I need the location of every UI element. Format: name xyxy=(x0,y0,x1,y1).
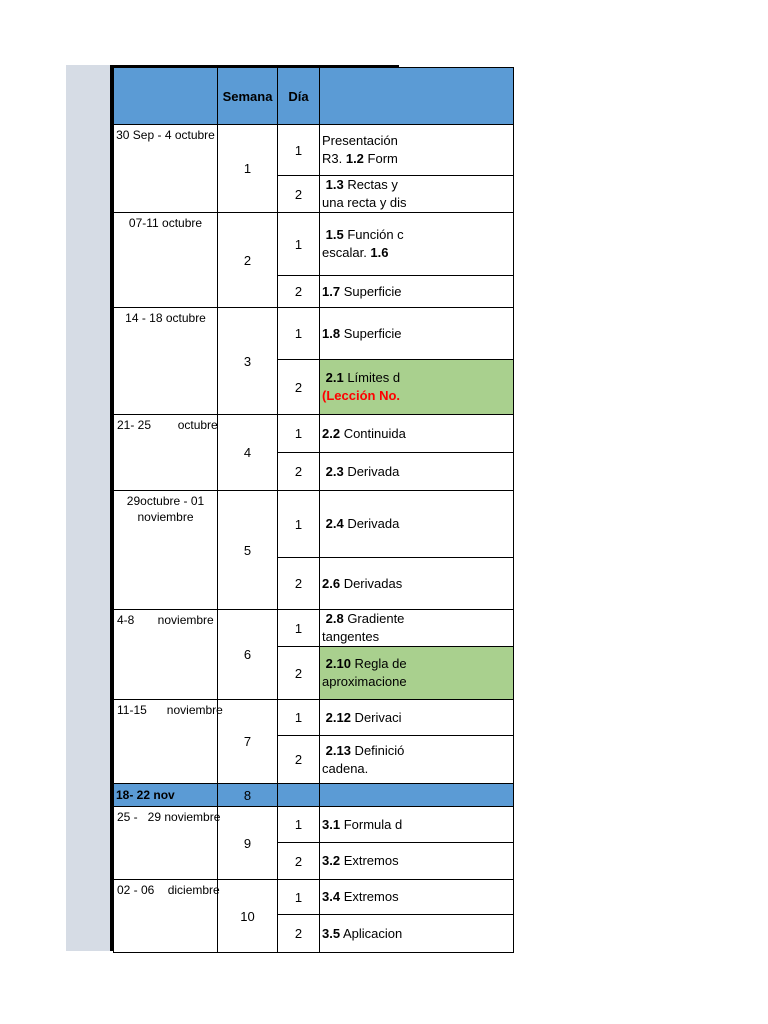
topic-text: Definició xyxy=(350,742,405,758)
topic-text: Derivada xyxy=(343,516,400,531)
topic-text: Regla de xyxy=(350,656,407,671)
table-row xyxy=(114,491,514,558)
table-row xyxy=(114,700,514,736)
dia-cell[interactable]: 2 xyxy=(278,276,320,308)
dia-cell[interactable]: 1 xyxy=(278,415,320,453)
schedule-table xyxy=(113,67,514,953)
topic-text: Aplicacion xyxy=(340,925,403,941)
dia-cell[interactable]: 2 xyxy=(278,736,320,784)
semana-cell[interactable]: 5 xyxy=(218,491,278,610)
topic-text: Rectas y xyxy=(343,177,398,192)
table-row xyxy=(114,213,514,276)
topic-cell[interactable] xyxy=(320,736,514,784)
topic-cell-highlighted[interactable] xyxy=(320,647,514,700)
semana-cell[interactable]: 1 xyxy=(218,125,278,213)
break-dia-cell[interactable] xyxy=(278,784,320,807)
dia-cell[interactable]: 2 xyxy=(278,453,320,491)
dia-cell[interactable]: 1 xyxy=(278,807,320,843)
table-row xyxy=(114,415,514,453)
date-cell[interactable]: 02 - 06 diciembre xyxy=(114,880,218,953)
topic-number: 2.6 xyxy=(322,575,341,591)
topic-text: Función c xyxy=(343,227,404,242)
header-fecha[interactable] xyxy=(114,68,218,125)
topic-text: Gradiente xyxy=(343,611,405,626)
table-row xyxy=(114,807,514,843)
topic-text: una recta y dis xyxy=(322,195,407,210)
table-row xyxy=(114,610,514,647)
topic-text: Continuida xyxy=(340,425,406,441)
topic-cell-highlighted[interactable] xyxy=(320,360,514,415)
topic-number: 2.4 xyxy=(325,516,344,531)
dia-cell[interactable]: 2 xyxy=(278,647,320,700)
topic-number: 2.12 xyxy=(325,709,351,725)
header-tema[interactable] xyxy=(320,68,514,125)
table-row xyxy=(114,308,514,360)
semana-cell[interactable]: 6 xyxy=(218,610,278,700)
dia-cell[interactable]: 2 xyxy=(278,558,320,610)
dia-cell[interactable]: 2 xyxy=(278,360,320,415)
topic-cell[interactable] xyxy=(320,176,514,213)
break-date-cell[interactable]: 18- 22 nov xyxy=(114,784,218,807)
semana-cell[interactable]: 7 xyxy=(218,700,278,784)
semana-cell[interactable]: 3 xyxy=(218,308,278,415)
topic-text: Formula d xyxy=(340,816,403,832)
topic-number: 1.6 xyxy=(370,245,389,260)
semana-cell[interactable]: 4 xyxy=(218,415,278,491)
topic-number: 2.2 xyxy=(322,425,341,441)
topic-number: 2.1 xyxy=(325,370,344,385)
topic-cell[interactable] xyxy=(320,308,514,360)
topic-text: Derivadas xyxy=(340,575,403,591)
dia-cell[interactable]: 1 xyxy=(278,880,320,915)
topic-text: Extremos xyxy=(340,889,399,904)
header-semana[interactable]: Semana xyxy=(218,68,278,125)
topic-number: 3.4 xyxy=(322,889,341,904)
topic-text: Superficie xyxy=(340,325,402,341)
topic-text: Presentación xyxy=(322,133,398,148)
topic-text: R3. xyxy=(322,151,346,166)
dia-cell[interactable]: 1 xyxy=(278,491,320,558)
dia-cell[interactable]: 2 xyxy=(278,915,320,953)
topic-number: 2.8 xyxy=(325,611,344,626)
topic-cell[interactable] xyxy=(320,491,514,558)
topic-cell[interactable] xyxy=(320,610,514,647)
break-topic-cell[interactable] xyxy=(320,784,514,807)
topic-text: cadena. xyxy=(322,760,369,776)
topic-number: 1.2 xyxy=(345,151,364,166)
topic-text: Límites d xyxy=(343,370,401,385)
dia-cell[interactable]: 2 xyxy=(278,176,320,213)
topic-text: Extremos xyxy=(340,853,399,868)
topic-cell[interactable] xyxy=(320,700,514,736)
topic-text: aproximacione xyxy=(322,674,407,689)
topic-number: 3.5 xyxy=(322,925,341,941)
topic-cell[interactable] xyxy=(320,558,514,610)
topic-number: 2.3 xyxy=(325,463,344,479)
topic-text: Form xyxy=(363,151,398,166)
header-dia[interactable]: Día xyxy=(278,68,320,125)
topic-cell[interactable] xyxy=(320,453,514,491)
topic-cell[interactable] xyxy=(320,843,514,880)
header-row xyxy=(114,68,514,125)
topic-cell[interactable] xyxy=(320,807,514,843)
dia-cell[interactable]: 1 xyxy=(278,700,320,736)
topic-text: escalar. xyxy=(322,245,371,260)
date-cell[interactable]: 29octubre - 01 noviembre xyxy=(114,491,218,610)
topic-text: Derivada xyxy=(343,463,400,479)
topic-number: 2.10 xyxy=(325,656,351,671)
break-semana-cell[interactable]: 8 xyxy=(218,784,278,807)
dia-cell[interactable]: 1 xyxy=(278,125,320,176)
date-cell[interactable]: 14 - 18 octubre xyxy=(114,308,218,415)
topic-cell[interactable] xyxy=(320,415,514,453)
topic-text: Derivaci xyxy=(350,709,402,725)
semana-cell[interactable]: 10 xyxy=(218,880,278,953)
topic-cell[interactable] xyxy=(320,213,514,276)
lesson-label: (Lección No. xyxy=(322,388,401,403)
topic-cell[interactable] xyxy=(320,125,514,176)
semana-cell[interactable]: 9 xyxy=(218,807,278,880)
date-cell[interactable]: 30 Sep - 4 octubre xyxy=(114,125,218,213)
topic-number: 1.8 xyxy=(322,325,341,341)
date-cell[interactable]: 25 - 29 noviembre xyxy=(114,807,218,880)
topic-cell[interactable] xyxy=(320,915,514,953)
topic-cell[interactable] xyxy=(320,276,514,308)
table-row xyxy=(114,125,514,176)
date-cell[interactable]: 07-11 octubre xyxy=(114,213,218,308)
topic-number: 3.1 xyxy=(322,816,341,832)
topic-number: 3.2 xyxy=(322,853,341,868)
topic-number: 1.7 xyxy=(322,283,341,299)
dia-cell[interactable]: 1 xyxy=(278,610,320,647)
topic-text: Superficie xyxy=(340,283,402,299)
topic-number: 1.5 xyxy=(325,227,344,242)
topic-text: tangentes xyxy=(322,629,380,644)
break-row xyxy=(114,784,514,807)
dia-cell[interactable]: 1 xyxy=(278,308,320,360)
table-row xyxy=(114,880,514,915)
date-cell[interactable]: 21- 25 octubre xyxy=(114,415,218,491)
date-cell[interactable]: 4-8 noviembre xyxy=(114,610,218,700)
topic-number: 1.3 xyxy=(325,177,344,192)
semana-cell[interactable]: 2 xyxy=(218,213,278,308)
dia-cell[interactable]: 1 xyxy=(278,213,320,276)
topic-cell[interactable] xyxy=(320,880,514,915)
date-cell[interactable]: 11-15 noviembre xyxy=(114,700,218,784)
dia-cell[interactable]: 2 xyxy=(278,843,320,880)
topic-number: 2.13 xyxy=(325,742,351,758)
row-header-strip xyxy=(66,65,110,951)
spreadsheet-grid xyxy=(110,65,407,951)
